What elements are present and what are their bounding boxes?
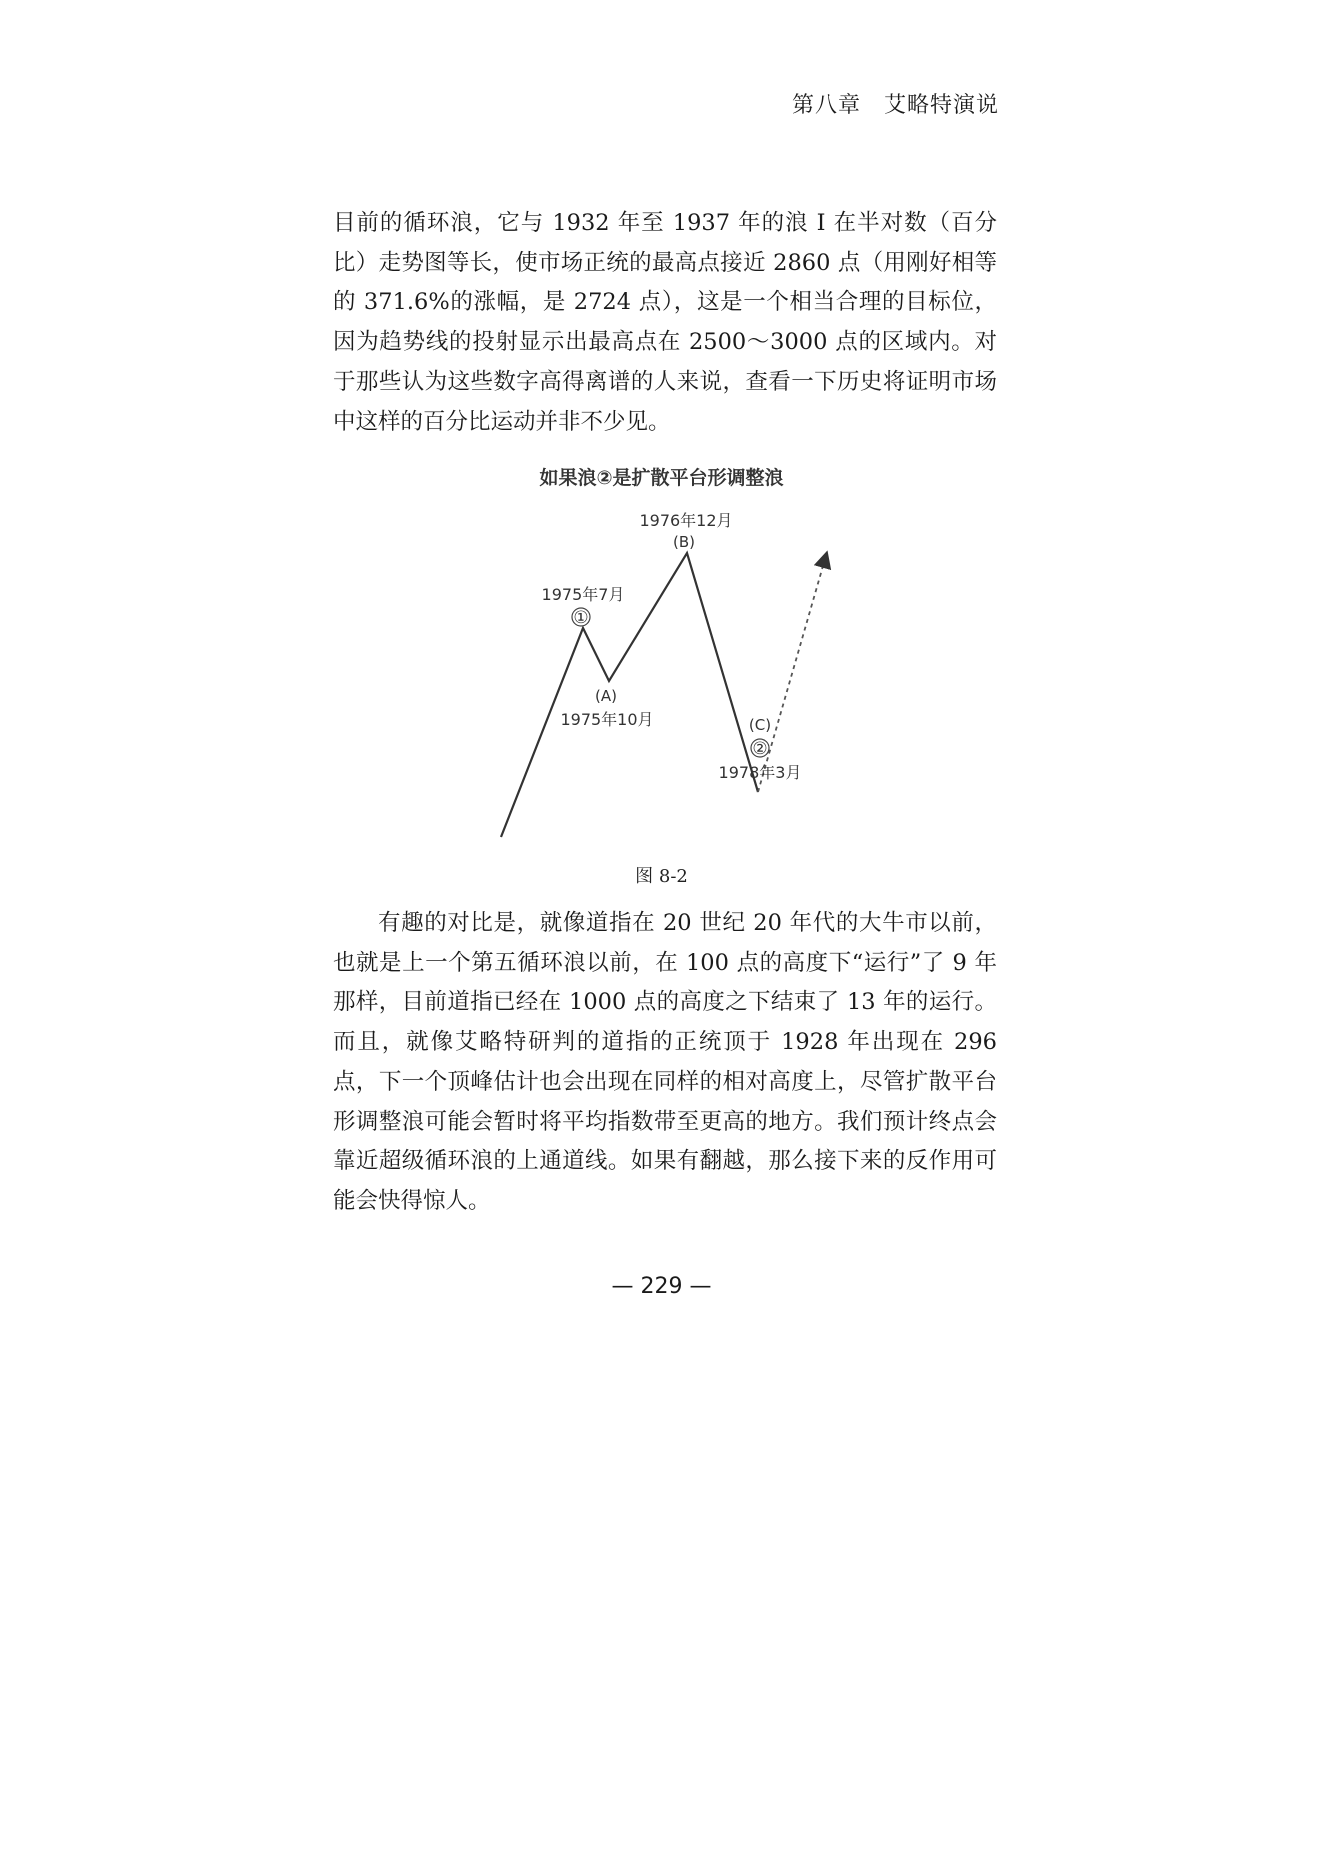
paragraph-1-text: 目前的循环浪，它与 1932 年至 1937 年的浪 I 在半对数（百分比）走势图等长，使市场正统的最高点接近 2860 点（用刚好相等的 371.6%的涨幅，是 2724 点），这是一个相当合理的目标位，因为趋势线的投射显示出最高点在 2500～3000 点的区域内。对于那些认为这些数字高得离谱的人来说，查看一下历史将证明市场中这样的百分比运动并非不少见。 — [333, 210, 997, 435]
point-b-wave: (B) — [673, 533, 695, 551]
point-a-wave: (A) — [595, 687, 617, 705]
paragraph-1 — [333, 204, 997, 442]
figure-title: 如果浪②是扩散平台形调整浪 — [539, 467, 784, 489]
paragraph-2 — [333, 904, 997, 1222]
running-head: 第八章 艾略特演说 — [791, 93, 999, 118]
point-1-date: 1975年7月 — [541, 585, 625, 604]
point-c-wave: (C) — [748, 716, 772, 734]
projection-dashed-arrow — [758, 559, 825, 792]
wave-path — [501, 553, 758, 837]
page-number: — 229 — — [611, 1274, 712, 1299]
point-1-wave: ① — [573, 608, 589, 628]
point-b-date: 1976年12月 — [639, 511, 733, 530]
paragraph-2-text: 有趣的对比是，就像道指在 20 世纪 20 年代的大牛市以前，也就是上一个第五循环浪以前，在 100 点的高度下“运行”了 9 年那样，目前道指已经在 1000 点的高度之下结束了 13 年的运行。而且，就像艾略特研判的道指的正统顶于 1928 年出现在 296 点，下一个顶峰估计也会出现在同样的相对高度上，尽管扩散平台形调整浪可能会暂时将平均指数带至更高的地方。我们预计终点会靠近超级循环浪的上通道线。如果有翻越，那么接下来的反作用可能会快得惊人。 — [333, 910, 997, 1214]
point-c-sub: ② — [752, 739, 768, 759]
wave-diagram — [480, 500, 860, 850]
point-c-date: 1978年3月 — [718, 763, 802, 782]
point-a-date: 1975年10月 — [560, 710, 654, 729]
figure-caption: 图 8-2 — [635, 866, 688, 887]
